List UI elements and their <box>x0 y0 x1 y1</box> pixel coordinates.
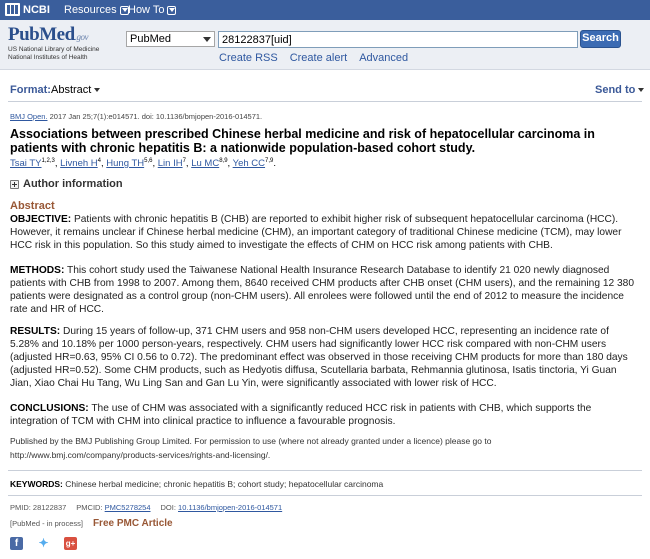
keywords <box>10 479 383 489</box>
methods-section <box>10 264 640 316</box>
advanced-link[interactable]: Advanced <box>359 52 409 64</box>
doi: DOI: 10.1136/bmjopen-2016-014571 <box>160 503 283 512</box>
ncbi-top-bar <box>0 0 650 20</box>
search-button[interactable]: Search <box>580 30 621 48</box>
send-to-dropdown[interactable]: Send to <box>595 84 644 96</box>
database-value: PubMed <box>130 33 171 45</box>
author-link[interactable]: Lin IH <box>157 158 183 170</box>
chevron-down-icon <box>203 37 211 42</box>
author-affil: 5,6 <box>144 158 153 164</box>
objective-label: OBJECTIVE: <box>10 214 72 225</box>
results-label: RESULTS: <box>10 326 61 337</box>
search-header <box>0 20 650 70</box>
format-dropdown[interactable]: Abstract <box>51 84 100 96</box>
database-select[interactable] <box>126 31 215 47</box>
conclusions-label: CONCLUSIONS: <box>10 403 89 414</box>
howto-menu[interactable] <box>128 4 176 16</box>
author-list: Tsai TY$^{1,2,3}$, Livneh $H^4$, Hung TH$^{5,6}$, Lin $IH^7$, Lu MC$^{8,9}$, Yeh CC$^{7,9}$. <box>10 158 277 170</box>
keywords-label: KEYWORDS: <box>10 479 63 489</box>
chevron-down-icon <box>167 6 176 15</box>
results-text: During 15 years of follow-up, 371 CHM users and 958 non-CHM users developed HCC, representing an incidence rate of 5.28% and 10.18% per 1000 person-years, respectively. CHM users had significantly lower HCC risk compared with non-CHM users (adjusted HR=0.63, 95% CI 0.56 to 0.72). The predominant effect was observed in those receiving CHM products for more than 180 days (adjusted HR=0.52). Some CHM products, such as Hedyotis diffusa, Scutellaria barbata, Rehmannia glutinosa, Isatis tinctoria, Yi Guan Jian, Xiao Chai Hu Tang, Wu Ling San and Gan Lu Yin, were significantly associated with lower risk of HCC. <box>10 326 628 389</box>
keywords-text: Chinese herbal medicine; chronic hepatitis B; cohort study; hepatocellular carcinoma <box>62 479 384 489</box>
conclusions-text: The use of CHM was associated with a significantly reduced HCC risk in patients with CHB, which supports the integration of TCM with CHM into clinical practice to influence a favourable prognosis. <box>10 403 592 427</box>
doi-link[interactable]: 10.1136/bmjopen-2016-014571 <box>178 503 283 512</box>
author-info-toggle[interactable] <box>10 178 123 190</box>
social-share <box>10 537 77 550</box>
twitter-icon[interactable]: ✦ <box>38 536 49 550</box>
publisher-note: Published by the BMJ Publishing Group Limited. For permission to use (where not already granted under a licence) please go to http://www.bmj.com/company/products-services/rights-and-licensing/. <box>10 436 492 460</box>
pmcid: PMCID: PMC5278254 <box>76 503 151 512</box>
plus-icon <box>10 180 19 189</box>
article-title: Associations between prescribed Chinese herbal medicine and risk of hepatocellular carcinoma in patients with chronic hepatitis B: a nationwide population-based cohort study. <box>10 127 595 155</box>
results-section <box>10 325 640 390</box>
create-alert-link[interactable]: Create alert <box>289 52 348 64</box>
author-link[interactable]: Tsai TY <box>10 158 42 170</box>
article-ids <box>10 503 282 512</box>
ncbi-logo-text: NCBI <box>23 3 50 16</box>
free-pmc-article-link[interactable]: Free PMC Article <box>92 518 173 529</box>
objective-section <box>10 213 640 252</box>
divider <box>8 495 642 496</box>
methods-label: METHODS: <box>10 265 65 276</box>
author-link[interactable]: Lu MC <box>191 158 220 170</box>
format-bar <box>0 82 650 98</box>
format-label: Format: <box>10 84 51 96</box>
nlm-subtitle: US National Library of Medicine <box>8 46 100 53</box>
search-input[interactable] <box>218 31 578 48</box>
facebook-icon[interactable]: f <box>10 537 23 550</box>
objective-text: Patients with chronic hepatitis B (CHB) are reported to exhibit higher risk of subsequent hepatocellular carcinoma (HCC). However, it remains unclear if Chinese herbal medicine (CHM), an important category of traditional Chinese medicine (TCM), may lower HCC risk in this population. So this study aimed to investigate the effects of CHM on HCC risk among patients with CHB. <box>10 214 622 251</box>
resources-label: Resources <box>64 4 117 16</box>
status-row <box>10 518 173 529</box>
divider <box>8 470 642 471</box>
pubmed-wordmark: PubMed.gov <box>8 24 88 45</box>
abstract-heading: Abstract <box>10 200 55 212</box>
pubmed-status: [PubMed - in process] <box>10 519 83 528</box>
author-info-label: Author information <box>23 178 123 190</box>
author-link[interactable]: Hung TH <box>106 158 145 170</box>
author-link[interactable]: Yeh CC <box>232 158 266 170</box>
author-affil: 4 <box>97 158 101 164</box>
author-link[interactable]: Livneh H <box>60 158 98 170</box>
pubmed-logo[interactable] <box>8 24 99 62</box>
caret-down-icon <box>94 88 100 92</box>
caret-down-icon <box>638 88 644 92</box>
author-affil: 7 <box>182 158 186 164</box>
citation <box>10 112 262 121</box>
methods-text: This cohort study used the Taiwanese National Health Insurance Research Database to identify 21 020 newly diagnosed patients with CHB from 1998 to 2007. Among them, 8640 received CHM products after CHB onset (CHM users), and the remaining 12 380 patients were designated as a control group (non-CHM users). All enrolees were followed until the end of 2012 to measure the incidence rate and HR of HCC. <box>10 265 635 315</box>
search-sublinks <box>219 52 408 64</box>
create-rss-link[interactable]: Create RSS <box>219 52 278 64</box>
google-plus-icon[interactable]: g+ <box>65 539 76 548</box>
pmid: PMID: 28122837 <box>10 503 67 512</box>
journal-link[interactable]: BMJ Open. <box>10 112 48 121</box>
author-affil: 8,9 <box>219 158 228 164</box>
resources-menu[interactable] <box>64 4 129 16</box>
pmcid-link[interactable]: PMC5278254 <box>104 503 151 512</box>
ncbi-logo-icon <box>5 3 20 16</box>
divider <box>8 101 642 102</box>
conclusions-section <box>10 402 640 428</box>
author-affil: 1,2,3 <box>41 158 55 164</box>
citation-details: 2017 Jan 25;7(1):e014571. doi: 10.1136/bmjopen-2016-014571. <box>47 112 263 121</box>
nih-subtitle: National Institutes of Health <box>8 54 88 61</box>
author-affil: 7,9 <box>265 158 274 164</box>
ncbi-logo[interactable] <box>5 3 50 16</box>
howto-label: How To <box>128 4 165 16</box>
